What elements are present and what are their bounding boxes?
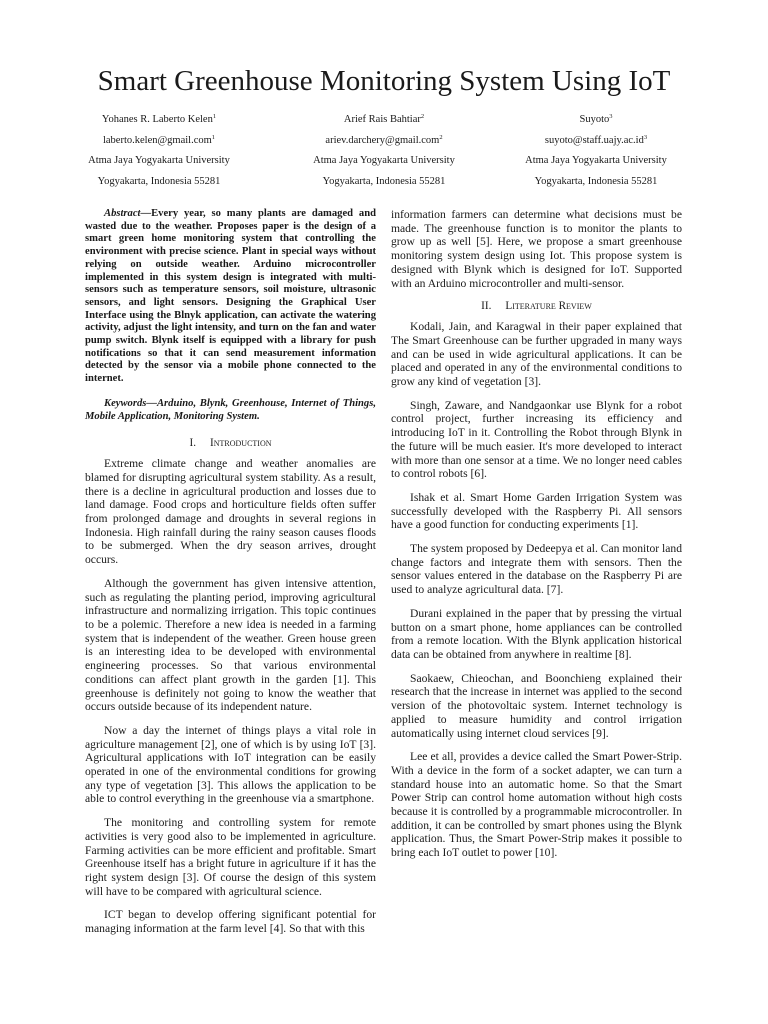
paragraph: Although the government has given intensive attention, such as regulating the planting period, improving agricultural infrastructure and normalizing irrigation. This topic continues to be a polemic. Therefore a new idea is needed in a farming system that is independent of the weather. Green house green is an interesting idea to be developed with environmental engineering processes. So that various environmental conditions can affect plant growth in the garden [1]. This greenhouse is definitely not going to know the weather that occurs outside because of its independent nature. <box>85 576 376 714</box>
author-block <box>44 114 274 197</box>
left-column <box>85 208 376 946</box>
author-name: Yohanes R. Laberto Kelen$^1$ <box>101 113 217 125</box>
author-block <box>269 114 499 197</box>
abstract: Abstract—Every year, so many plants are damaged and wasted due to the weather. Proposes paper is the design of a smart green home monitoring system that controlling the environment with precise science. Plant in special ways without relying on outside weather. Arduino microcontroller implemented in this system design is integrated with multi-sensors such as temperature sensors, soil moisture, ultrasonic sensors, and light sensors. Designing the Graphical User Interface using the Blnyk application, can activate the watering activity, adjust the light intensity, and turn on the fan and water pump switch. Blynk itself is equipped with a library for push notifications so that it can send measurement information detected by the sensor via a mobile phone connected to the internet. <box>85 208 376 385</box>
paragraph: The system proposed by Dedeepya et al. Can monitor land change factors and integrate them with sensors. Then the sensor values entered in the database on the Raspberry Pi are used to analyze agricultural data. [7]. <box>391 542 682 597</box>
author-name: Suyoto$^3$ <box>579 113 613 125</box>
author-affiliation: Atma Jaya Yogyakarta University <box>88 155 230 167</box>
section-heading-introduction: I. Introduction <box>189 437 272 450</box>
paragraph: Now a day the internet of things plays a vital role in agriculture management [2], one of which is by using IoT [3]. Agricultural applications with IoT integration can be easily operated in one of the environmental conditions for growing any type of vegetation [3]. This allows the application to be able to control everything in the greenhouse via a smartphone. <box>85 723 376 806</box>
author-affiliation: Atma Jaya Yogyakarta University <box>525 155 667 167</box>
paragraph: Lee et all, provides a device called the Smart Power-Strip. With a device in the form of a socket adapter, we can turn a standard house into an automatic home. So that the Smart Power Strip can control home automation without high costs because it is controlled by a programmable microcontroller. In addition, it can be controlled by smart phones using the Blynk application. Thus, the Smart Power-Strip makes it possible to bring each IoT outlet to power [10]. <box>391 750 682 860</box>
paragraph: Ishak et al. Smart Home Garden Irrigation System was successfully developed with the Raspberry Pi. All sensors have a good function for conducting experiments [1]. <box>391 490 682 532</box>
paper-title: Smart Greenhouse Monitoring System Using IoT <box>97 65 671 97</box>
author-email[interactable]: $suyoto@staff.uajy.ac.id^3$ <box>544 133 648 146</box>
author-location: Yogyakarta, Indonesia 55281 <box>534 176 658 188</box>
paragraph: Durani explained in the paper that by pressing the virtual button on a smart phone, home appliances can be controlled from a remote location. With the Blynk application historical data can be obtained from anywhere in realtime [8]. <box>391 606 682 661</box>
author-affiliation: Atma Jaya Yogyakarta University <box>313 155 455 167</box>
author-block <box>481 114 711 197</box>
keywords: Keywords—Arduino, Blynk, Greenhouse, Internet of Things, Mobile Application, Monitoring System. <box>85 397 376 422</box>
paragraph: The monitoring and controlling system for remote activities is very good also to be implemented in agriculture. Farming activities can be more efficient and profitable. Smart Greenhouse itself has a bright future in agriculture if it has the right system design [3]. Of course the design of this system will have to be compared with agricultural science. <box>85 816 376 898</box>
author-location: Yogyakarta, Indonesia 55281 <box>97 176 221 188</box>
paragraph: ICT began to develop offering significant potential for managing information at the farm level [4]. So that with this <box>85 908 376 936</box>
paragraph: Kodali, Jain, and Karagwal in their paper explained that The Smart Greenhouse can be further upgraded in many ways and can be used in wide agricultural applications. It can be placed and operated in any of the environmental conditions to grow any kind of vegetation [3]. <box>391 320 682 389</box>
author-location: Yogyakarta, Indonesia 55281 <box>322 176 446 188</box>
paragraph: Saokaew, Chieochan, and Boonchieng explained their research that the increase in internet was applied to the second version of the photovoltaic system. Internet technology is applied to measure humidity and control irrigation automatically using internet cloud services [9]. <box>391 671 682 740</box>
section-heading-literature-review: II. Literature Review <box>481 300 592 313</box>
author-email[interactable]: ariev.darchery@gmail.com$^2$ <box>325 133 443 146</box>
paragraph: Singh, Zaware, and Nandgaonkar use Blynk for a robot control project, further increasing its efficiency and introducing IoT in it. Controlling the Robot through Blynk in the future will be much easier. It's more developed to interact with more than one sensor at a time. We no longer need cables to control robots [6]. <box>391 398 682 481</box>
paragraph: Extreme climate change and weather anomalies are blamed for disrupting agricultural system stability. As a result, there is a decline in agricultural production and losses due to land damage. Food crops and horticulture fields often suffer from prolonged damage and droughts in several regions in Indonesia. High rainfall during the rainy season causes floods to be submerged. When the dry season arrives, drought occurs. <box>85 457 376 567</box>
right-column <box>391 208 682 870</box>
paragraph-continued: information farmers can determine what decisions must be made. The greenhouse function is to monitor the plants to grow up as well [5]. Here, we propose a smart greenhouse monitoring system design using Iot. This propose system is designed with Blynk which is designed for IoT. Supported with an Arduino microcontroller and multi-sensor. <box>391 208 682 290</box>
author-name: Arief Rais Bahtiar$^2$ <box>343 113 425 125</box>
author-email[interactable]: laberto.kelen@gmail.com$^1$ <box>102 133 216 146</box>
